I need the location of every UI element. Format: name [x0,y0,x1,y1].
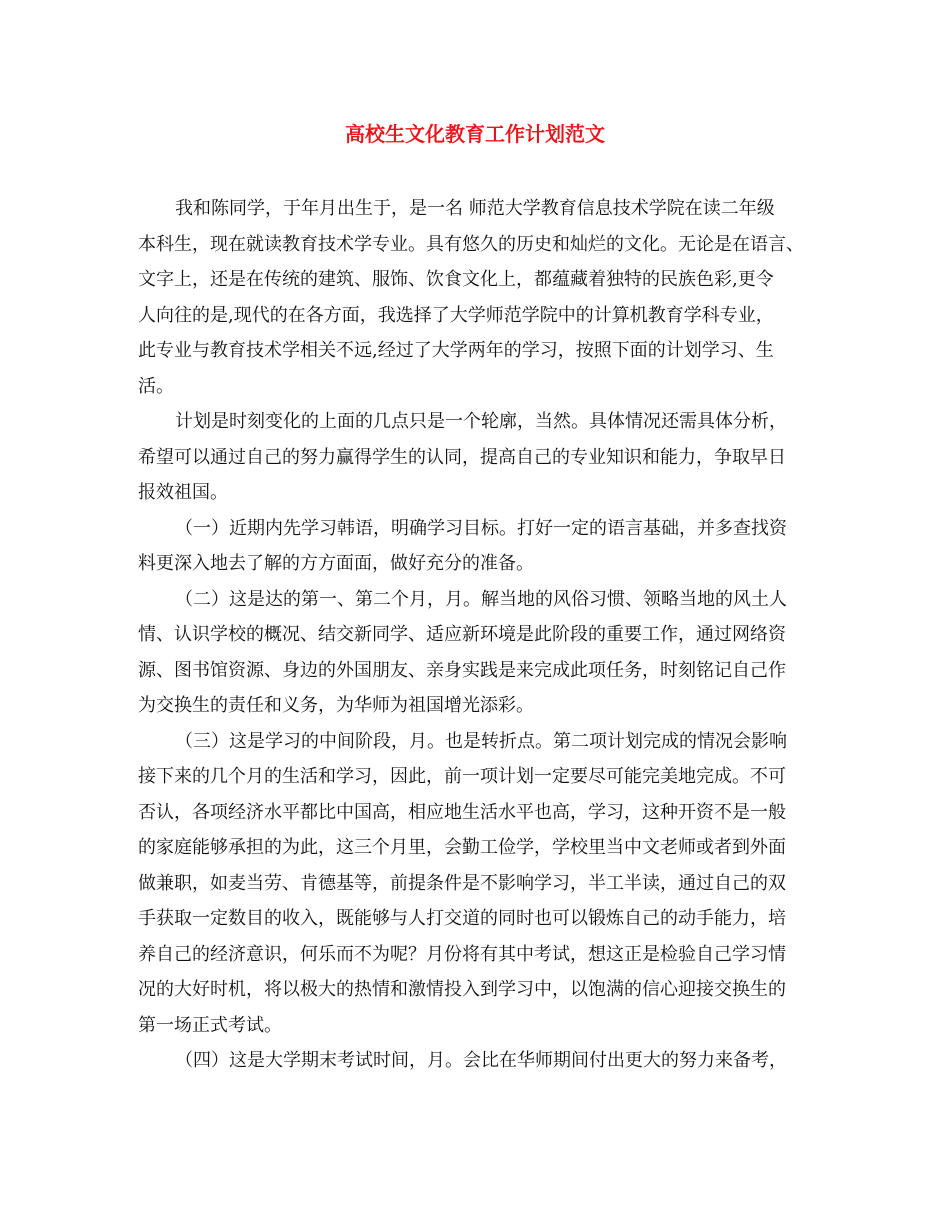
document-title: 高校生文化教育工作计划范文 [345,122,605,146]
body-line: 况的大好时机，将以极大的热情和激情投入到学习中，以饱满的信心迎接交换生的 [138,979,786,1000]
body-line: 手获取一定数目的收入，既能够与人打交道的同时也可以锻炼自己的动手能力，培 [138,908,786,929]
body-line: 希望可以通过自己的努力赢得学生的认同，提高自己的专业知识和能力，争取早日 [138,446,786,468]
body-line: 文字上，还是在传统的建筑、服饰、饮食文化上，都蕴藏着独特的民族色彩,更令 [138,269,774,290]
document-body [138,191,828,1079]
body-line: 我和陈同学，于年月出生于，是一名 师范大学教育信息技术学院在读二年级 [175,198,775,219]
body-line: （二）这是达的第一、第二个月，月。解当地的风俗习惯、领略当地的风土人 [175,588,787,610]
body-line: 做兼职，如麦当劳、肯德基等，前提条件是不影响学习，半工半读，通过自己的双 [138,872,786,894]
body-line: （一）近期内先学习韩语，明确学习目标。打好一定的语言基础，并多查找资 [175,517,787,539]
body-line: （三）这是学习的中间阶段，月。也是转折点。第二项计划完成的情况会影响 [175,730,787,752]
body-line: （四）这是大学期末考试时间，月。会比在华师期间付出更大的努力来备考， [175,1050,787,1071]
body-line: 接下来的几个月的生活和学习，因此，前一项计划一定要尽可能完美地完成。不可 [138,766,786,787]
body-line: 活。 [138,375,174,397]
body-line: 此专业与教育技术学相关不远,经过了大学两年的学习，按照下面的计划学习、生 [138,340,774,361]
body-line: 本科生，现在就读教育技术学专业。具有悠久的历史和灿烂的文化。无论是在语言、 [138,233,804,255]
body-line: 情、认识学校的概况、结交新同学、适应新环境是此阶段的重要工作，通过网络资 [138,624,786,645]
body-line: 为交换生的责任和义务，为华师为祖国增光添彩。 [138,695,534,716]
body-line: 计划是时刻变化的上面的几点只是一个轮廓，当然。具体情况还需具体分析， [175,411,787,432]
body-line: 的家庭能够承担的为此，这三个月里，会勤工俭学，学校里当中文老师或者到外面 [138,837,786,858]
body-line: 源、图书馆资源、身边的外国朋友、亲身实践是来完成此项任务，时刻铭记自己作 [138,659,786,681]
body-line: 否认，各项经济水平都比中国高，相应地生活水平也高，学习，这种开资不是一般 [138,801,786,823]
body-line: 料更深入地去了解的方方面面，做好充分的准备。 [138,553,534,574]
body-line: 人向往的是,现代的在各方面，我选择了大学师范学院中的计算机教育学科专业， [138,304,774,326]
body-line: 第一场正式考试。 [138,1014,282,1036]
body-line: 报效祖国。 [138,482,228,503]
body-line: 养自己的经济意识，何乐而不为呢？月份将有其中考试，想这正是检验自己学习情 [138,943,786,965]
